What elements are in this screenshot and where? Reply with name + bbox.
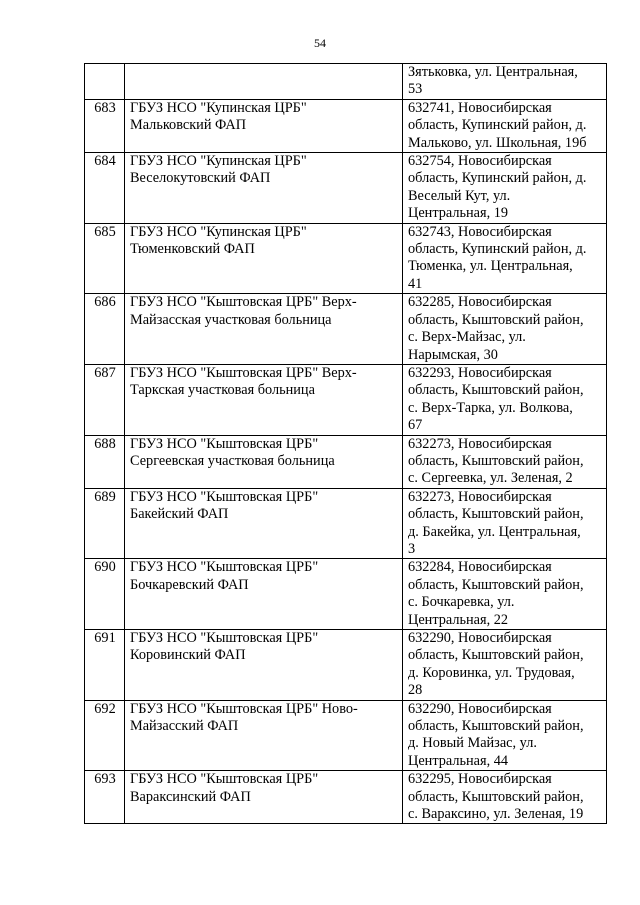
table-row (85, 771, 607, 824)
address-cell: 632293, Новосибирская область, Кыштовский район, с. Верх-Тарка, ул. Волкова, 67 (403, 364, 607, 435)
address-cell: 632273, Новосибирская область, Кыштовский район, с. Сергеевка, ул. Зеленая, 2 (403, 435, 607, 488)
table-row (85, 99, 607, 152)
organization-cell (125, 64, 403, 100)
row-number-cell: 689 (85, 488, 125, 559)
table-row (85, 223, 607, 294)
row-number-cell: 692 (85, 700, 125, 771)
row-number-cell: 691 (85, 630, 125, 701)
address-cell: 632295, Новосибирская область, Кыштовский район, с. Вараксино, ул. Зеленая, 19 (403, 771, 607, 824)
row-number-cell: 693 (85, 771, 125, 824)
organization-cell: ГБУЗ НСО "Кыштовская ЦРБ" Верх- Таркская участковая больница (125, 364, 403, 435)
table-row (85, 364, 607, 435)
organization-cell: ГБУЗ НСО "Купинская ЦРБ" Тюменковский ФАП (125, 223, 403, 294)
row-number-cell: 683 (85, 99, 125, 152)
page-number: 54 (314, 36, 326, 50)
table-row (85, 488, 607, 559)
address-cell: 632273, Новосибирская область, Кыштовский район, д. Бакейка, ул. Центральная, 3 (403, 488, 607, 559)
row-number-cell: 688 (85, 435, 125, 488)
organization-cell: ГБУЗ НСО "Купинская ЦРБ" Веселокутовский ФАП (125, 153, 403, 224)
address-cell: 632284, Новосибирская область, Кыштовский район, с. Бочкаревка, ул. Центральная, 22 (403, 559, 607, 630)
organization-cell: ГБУЗ НСО "Кыштовская ЦРБ" Коровинский ФАП (125, 630, 403, 701)
table-row (85, 294, 607, 365)
table-row (85, 559, 607, 630)
row-number-cell: 684 (85, 153, 125, 224)
address-cell: Зятьковка, ул. Центральная, 53 (403, 64, 607, 100)
address-cell: 632741, Новосибирская область, Купинский район, д. Мальково, ул. Школьная, 19б (403, 99, 607, 152)
organization-cell: ГБУЗ НСО "Кыштовская ЦРБ" Бакейский ФАП (125, 488, 403, 559)
table-row (85, 435, 607, 488)
table-row (85, 153, 607, 224)
facilities-table (84, 63, 607, 824)
organization-cell: ГБУЗ НСО "Кыштовская ЦРБ" Ново- Майзасский ФАП (125, 700, 403, 771)
organization-cell: ГБУЗ НСО "Кыштовская ЦРБ" Вараксинский ФАП (125, 771, 403, 824)
address-cell: 632754, Новосибирская область, Купинский район, д. Веселый Кут, ул. Центральная, 19 (403, 153, 607, 224)
table-row (85, 64, 607, 100)
row-number-cell: 686 (85, 294, 125, 365)
address-cell: 632290, Новосибирская область, Кыштовский район, д. Новый Майзас, ул. Центральная, 44 (403, 700, 607, 771)
row-number-cell (85, 64, 125, 100)
organization-cell: ГБУЗ НСО "Кыштовская ЦРБ" Верх- Майзасская участковая больница (125, 294, 403, 365)
organization-cell: ГБУЗ НСО "Купинская ЦРБ" Мальковский ФАП (125, 99, 403, 152)
address-cell: 632743, Новосибирская область, Купинский район, д. Тюменка, ул. Центральная, 41 (403, 223, 607, 294)
row-number-cell: 687 (85, 364, 125, 435)
table-row (85, 700, 607, 771)
row-number-cell: 685 (85, 223, 125, 294)
address-cell: 632285, Новосибирская область, Кыштовский район, с. Верх-Майзас, ул. Нарымская, 30 (403, 294, 607, 365)
address-cell: 632290, Новосибирская область, Кыштовский район, д. Коровинка, ул. Трудовая, 28 (403, 630, 607, 701)
table-row (85, 630, 607, 701)
organization-cell: ГБУЗ НСО "Кыштовская ЦРБ" Бочкаревский ФАП (125, 559, 403, 630)
organization-cell: ГБУЗ НСО "Кыштовская ЦРБ" Сергеевская участковая больница (125, 435, 403, 488)
row-number-cell: 690 (85, 559, 125, 630)
